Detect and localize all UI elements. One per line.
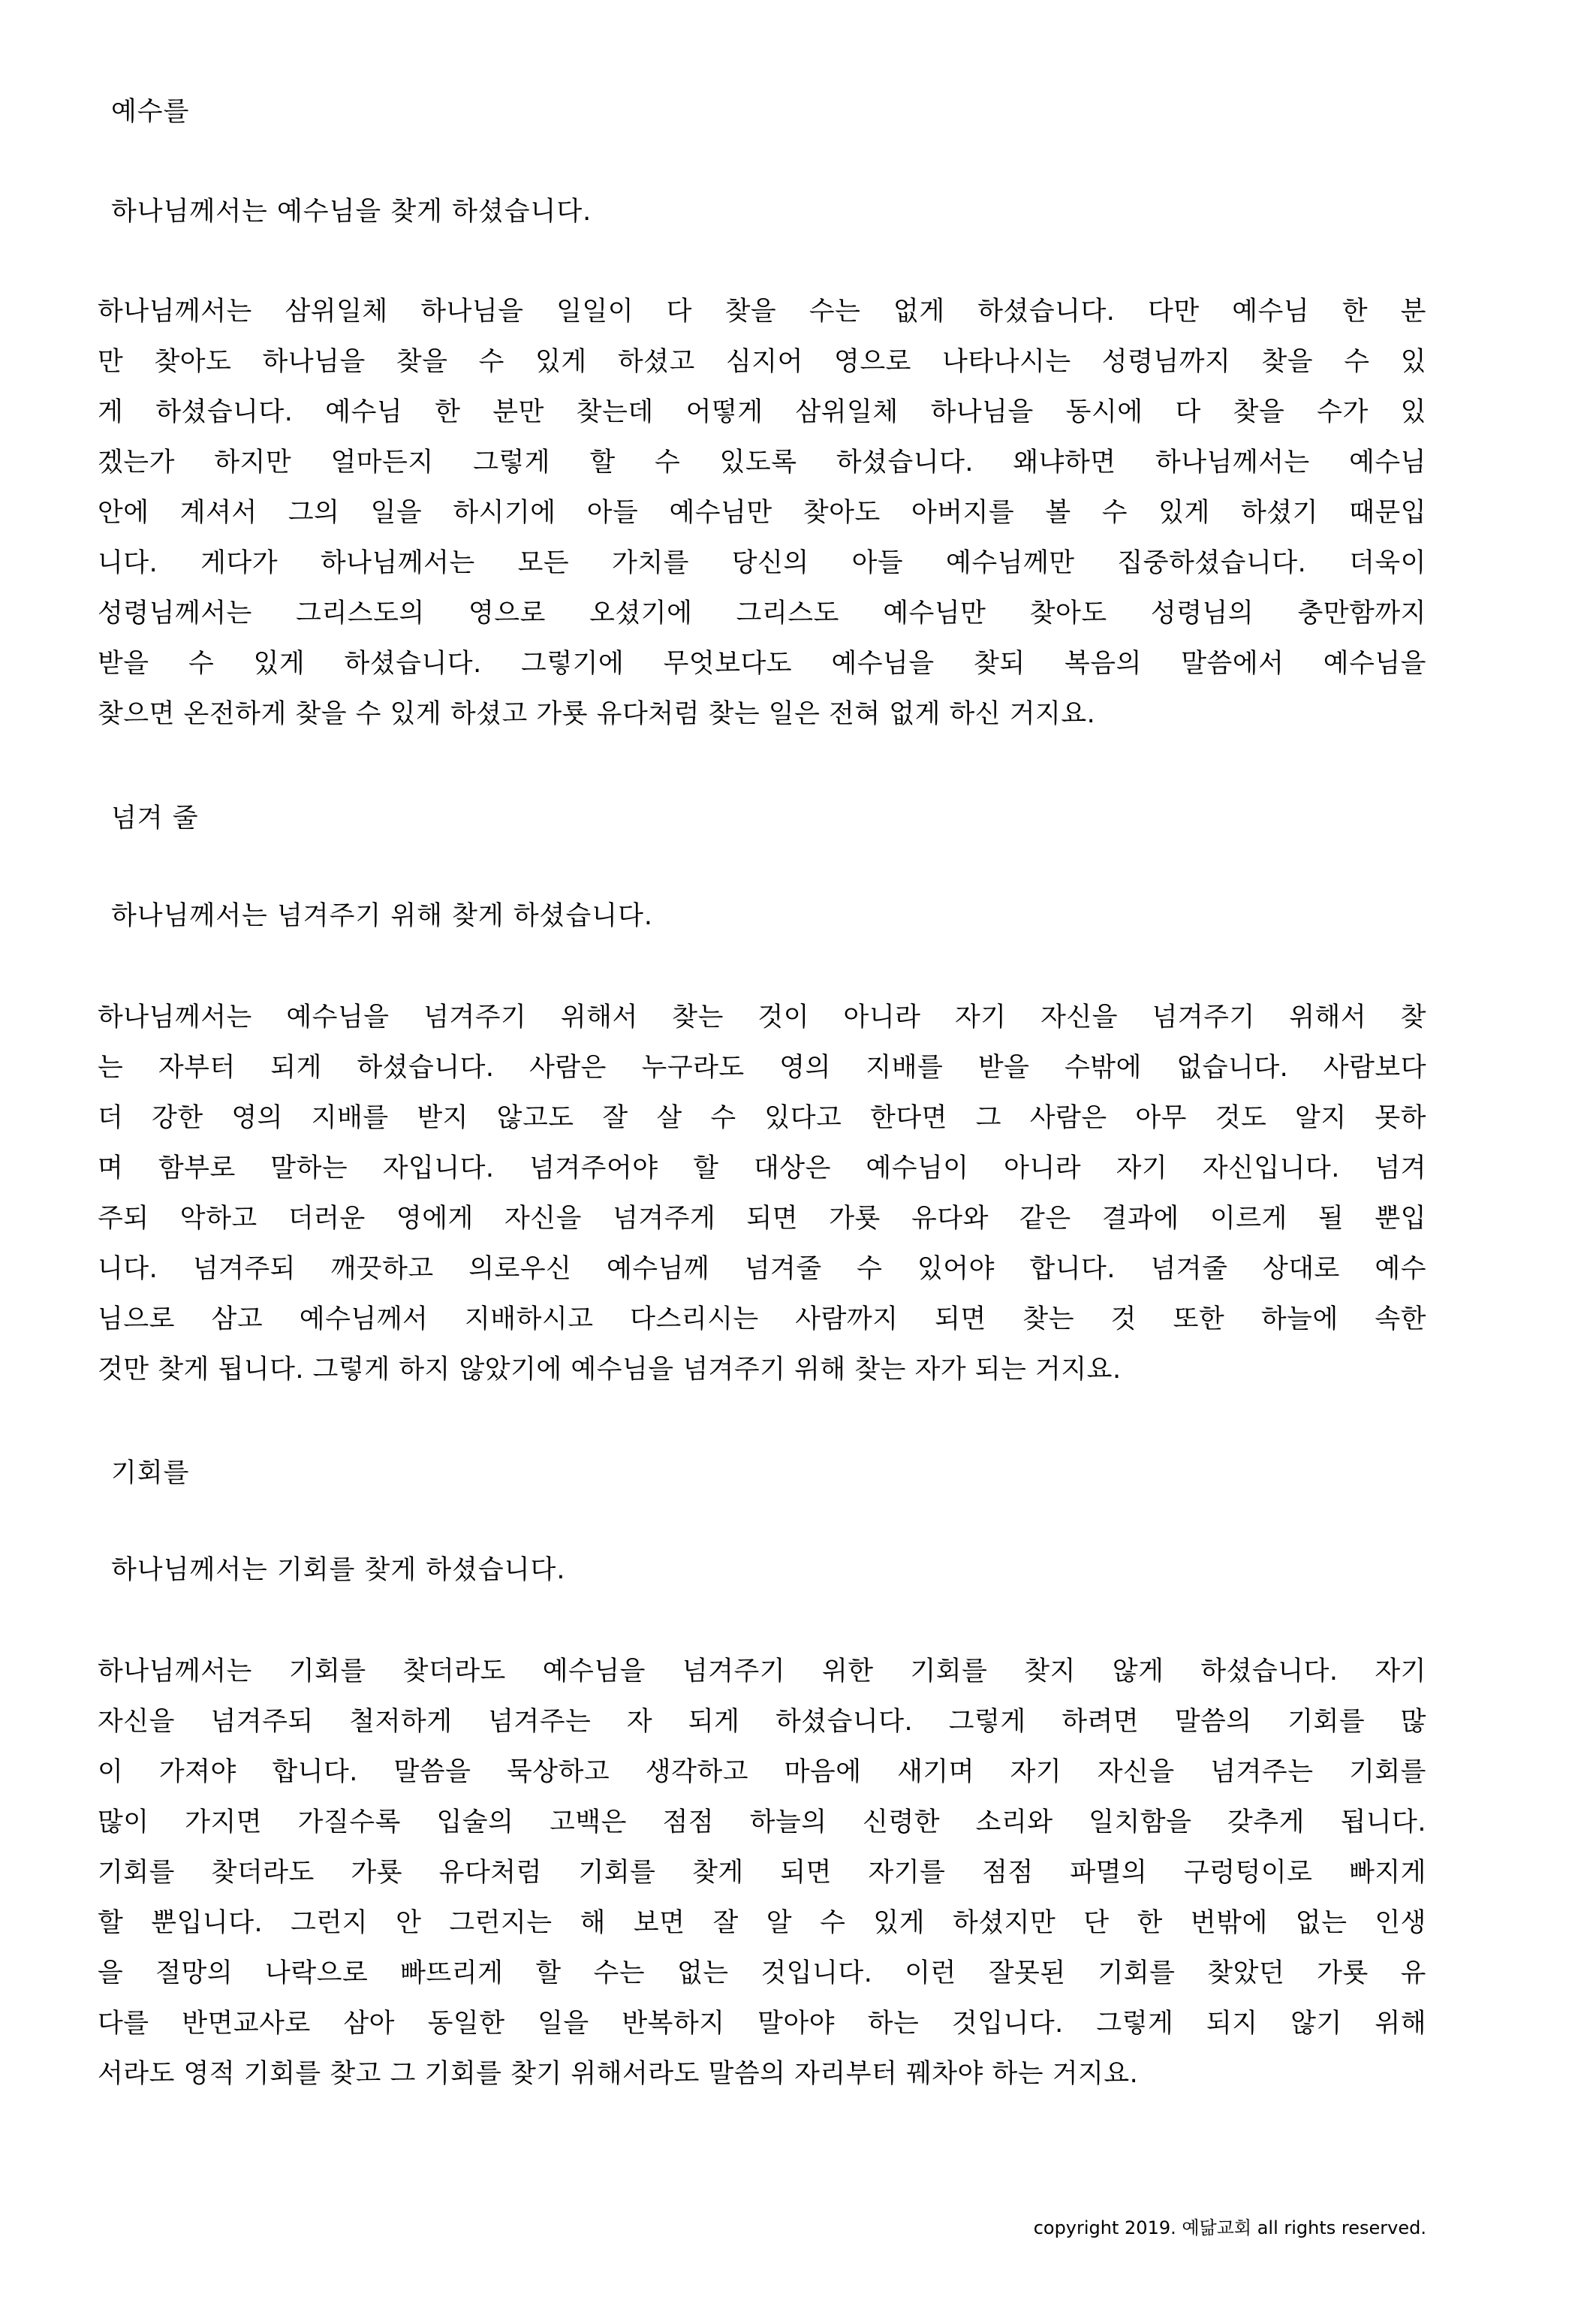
paragraph-line: 하나님께서는 기회를 찾더라도 예수님을 넘겨주기 위한 기회를 찾지 않게 하셨습니다. 자기 xyxy=(98,1656,1426,1686)
paragraph-line: 주되 악하고 더러운 영에게 자신을 넘겨주게 되면 가룟 유다와 같은 결과에 이르게 될 뿐입 xyxy=(98,1204,1426,1234)
section-paragraph xyxy=(98,993,1426,1395)
paragraph-line: 기회를 찾더라도 가룟 유다처럼 기회를 찾게 되면 자기를 점점 파멸의 구렁텅이로 빠지게 xyxy=(98,1858,1426,1888)
paragraph-line: 니다. 넘겨주되 깨끗하고 의로우신 예수님께 넘겨줄 수 있어야 합니다. 넘겨줄 상대로 예수 xyxy=(98,1254,1426,1284)
paragraph-line: 안에 계셔서 그의 일을 하시기에 아들 예수님만 찾아도 아버지를 볼 수 있게 하셨기 때문입 xyxy=(98,498,1426,528)
paragraph-line: 자신을 넘겨주되 철저하게 넘겨주는 자 되게 하셨습니다. 그렇게 하려면 말씀의 기회를 많 xyxy=(98,1707,1426,1737)
paragraph-line: 겠는가 하지만 얼마든지 그렇게 할 수 있도록 하셨습니다. 왜냐하면 하나님께서는 예수님 xyxy=(98,448,1426,478)
section-subtitle: 하나님께서는 기회를 찾게 하셨습니다. xyxy=(111,1555,566,1585)
paragraph-line: 하나님께서는 예수님을 넘겨주기 위해서 찾는 것이 아니라 자기 자신을 넘겨주기 위해서 찾 xyxy=(98,1002,1426,1032)
paragraph-line: 할 뿐입니다. 그런지 안 그런지는 해 보면 잘 알 수 있게 하셨지만 단 한 번밖에 없는 인생 xyxy=(98,1908,1426,1938)
section-subtitle: 하나님께서는 넘겨주기 위해 찾게 하셨습니다. xyxy=(111,901,654,931)
paragraph-line: 다를 반면교사로 삼아 동일한 일을 반복하지 말아야 하는 것입니다. 그렇게 되지 않기 위해 xyxy=(98,2009,1426,2039)
paragraph-line: 니다. 게다가 하나님께서는 모든 가치를 당신의 아들 예수님께만 집중하셨습니다. 더욱이 xyxy=(98,548,1426,578)
paragraph-line: 게 하셨습니다. 예수님 한 분만 찾는데 어떻게 삼위일체 하나님을 동시에 다 찾을 수가 있 xyxy=(98,397,1426,427)
paragraph-line: 이 가져야 합니다. 말씀을 묵상하고 생각하고 마음에 새기며 자기 자신을 넘겨주는 기회를 xyxy=(98,1757,1426,1787)
paragraph-line: 며 함부로 말하는 자입니다. 넘겨주어야 할 대상은 예수님이 아니라 자기 자신입니다. 넘겨 xyxy=(98,1153,1426,1183)
paragraph-line: 많이 가지면 가질수록 입술의 고백은 점점 하늘의 신령한 소리와 일치함을 갖추게 됩니다. xyxy=(98,1807,1426,1837)
paragraph-line: 님으로 삼고 예수님께서 지배하시고 다스리시는 사람까지 되면 찾는 것 또한 하늘에 속한 xyxy=(98,1304,1426,1334)
section-subtitle: 하나님께서는 예수님을 찾게 하셨습니다. xyxy=(111,197,592,227)
section-paragraph xyxy=(98,287,1426,740)
paragraph-line: 만 찾아도 하나님을 찾을 수 있게 하셨고 심지어 영으로 나타나시는 성령님까지 찾을 수 있 xyxy=(98,347,1426,377)
paragraph-line: 하나님께서는 삼위일체 하나님을 일일이 다 찾을 수는 없게 하셨습니다. 다만 예수님 한 분 xyxy=(98,297,1426,327)
section-heading: 예수를 xyxy=(111,97,190,127)
paragraph-line: 것만 찾게 됩니다. 그렇게 하지 않았기에 예수님을 넘겨주기 위해 찾는 자가 되는 거지요. xyxy=(98,1355,1122,1385)
paragraph-line: 찾으면 온전하게 찾을 수 있게 하셨고 가룟 유다처럼 찾는 일은 전혀 없게 하신 거지요. xyxy=(98,699,1096,729)
paragraph-line: 서라도 영적 기회를 찾고 그 기회를 찾기 위해서라도 말씀의 자리부터 꿰차야 하는 거지요. xyxy=(98,2059,1139,2089)
paragraph-line: 을 절망의 나락으로 빠뜨리게 할 수는 없는 것입니다. 이런 잘못된 기회를 찾았던 가룟 유 xyxy=(98,1958,1426,1988)
section-heading: 기회를 xyxy=(111,1458,190,1488)
paragraph-line: 성령님께서는 그리스도의 영으로 오셨기에 그리스도 예수님만 찾아도 성령님의 충만함까지 xyxy=(98,598,1426,628)
section-heading: 넘겨 줄 xyxy=(111,803,199,833)
copyright-footer: copyright 2019. 예닮교회 all rights reserved. xyxy=(1033,2217,1426,2238)
section-paragraph xyxy=(98,1647,1426,2099)
paragraph-line: 더 강한 영의 지배를 받지 않고도 잘 살 수 있다고 한다면 그 사람은 아무 것도 알지 못하 xyxy=(98,1103,1426,1133)
paragraph-line: 는 자부터 되게 하셨습니다. 사람은 누구라도 영의 지배를 받을 수밖에 없습니다. 사람보다 xyxy=(98,1053,1426,1083)
paragraph-line: 받을 수 있게 하셨습니다. 그렇기에 무엇보다도 예수님을 찾되 복음의 말씀에서 예수님을 xyxy=(98,649,1426,679)
